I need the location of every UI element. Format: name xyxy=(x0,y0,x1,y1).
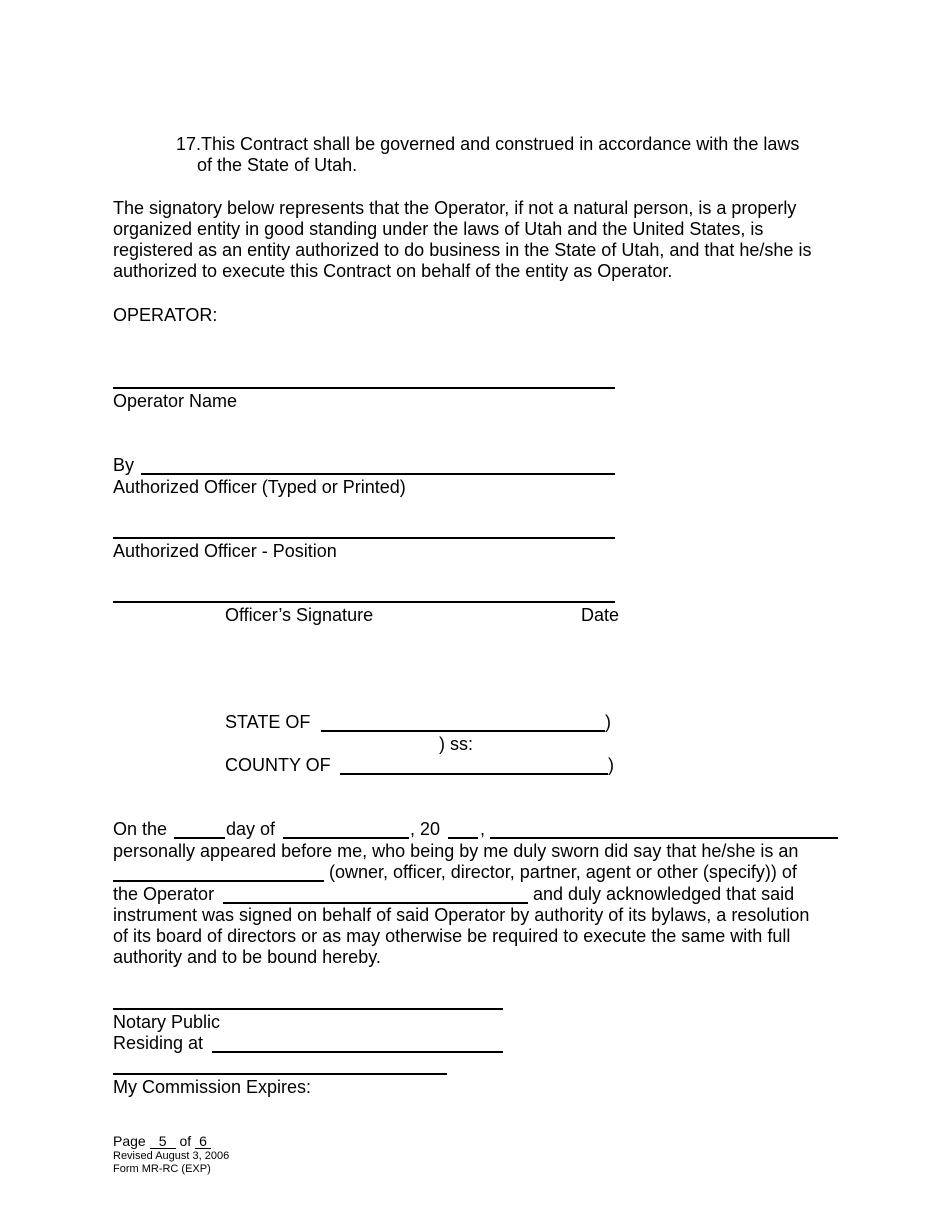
clause-number: 17. xyxy=(176,134,202,154)
officer-name-line[interactable] xyxy=(141,473,615,475)
officer-signature-label: Officer’s Signature xyxy=(225,605,374,625)
signatory-line-4: authorized to execute this Contract on behalf of the entity as Operator. xyxy=(113,261,673,281)
month-line[interactable] xyxy=(283,837,409,839)
date-label: Date xyxy=(581,605,620,625)
capacity-line[interactable] xyxy=(113,880,324,882)
year-line[interactable] xyxy=(448,837,478,839)
state-of-label: STATE OF xyxy=(225,712,311,732)
comma-label: , xyxy=(480,819,486,839)
notary-line-7: authority and to be bound hereby. xyxy=(113,947,381,967)
page-current: 5 xyxy=(150,1134,176,1149)
operator-label: the Operator xyxy=(113,884,215,904)
page-label: Page xyxy=(113,1133,146,1149)
officer-position-label: Authorized Officer - Position xyxy=(113,541,337,561)
notary-line-4: and duly acknowledged that said xyxy=(533,884,795,904)
state-of-line[interactable] xyxy=(321,730,605,732)
signatory-line-2: organized entity in good standing under the laws of Utah and the United States, is xyxy=(113,219,764,239)
operator-heading: OPERATOR: xyxy=(113,305,218,325)
form-id: Form MR-RC (EXP) xyxy=(113,1163,211,1175)
county-paren: ) xyxy=(608,755,614,775)
day-line[interactable] xyxy=(174,837,225,839)
signatory-line-1: The signatory below represents that the Operator, if not a natural person, is a properly xyxy=(113,198,797,218)
county-of-line[interactable] xyxy=(340,773,608,775)
notary-signature-line[interactable] xyxy=(113,1008,503,1010)
revised-date: Revised August 3, 2006 xyxy=(113,1150,230,1162)
page-total: 6 xyxy=(195,1134,211,1149)
notary-line-3: (owner, officer, director, partner, agent or other (specify)) of xyxy=(329,862,797,882)
state-paren: ) xyxy=(605,712,611,732)
comma-20-label: , 20 xyxy=(410,819,441,839)
day-of-label: day of xyxy=(226,819,276,839)
notary-line-5: instrument was signed on behalf of said Operator by authority of its bylaws, a resolution xyxy=(113,905,810,925)
county-of-label: COUNTY OF xyxy=(225,755,331,775)
commission-expires-label: My Commission Expires: xyxy=(113,1077,312,1097)
signatory-line-3: registered as an entity authorized to do business in the State of Utah, and that he/she is xyxy=(113,240,812,260)
residing-at-label: Residing at xyxy=(113,1033,204,1053)
by-label: By xyxy=(113,455,135,475)
clause-17-line-1: This Contract shall be governed and construed in accordance with the laws xyxy=(201,134,800,154)
operator-name-line[interactable] xyxy=(113,387,615,389)
on-the-label: On the xyxy=(113,819,168,839)
commission-expires-line[interactable] xyxy=(113,1073,447,1075)
of-label: of xyxy=(179,1133,192,1149)
notary-line-2: personally appeared before me, who being by me duly sworn did say that he/she is an xyxy=(113,841,799,861)
ss-label: ) ss: xyxy=(439,734,473,754)
officer-position-line[interactable] xyxy=(113,537,615,539)
clause-17-line-2: of the State of Utah. xyxy=(197,155,358,175)
officer-signature-line[interactable] xyxy=(113,601,615,603)
residing-at-line[interactable] xyxy=(212,1051,503,1053)
notary-public-label: Notary Public xyxy=(113,1012,221,1032)
appearing-person-line[interactable] xyxy=(490,837,838,839)
notary-line-6: of its board of directors or as may otherwise be required to execute the same with full xyxy=(113,926,791,946)
operator-entity-line[interactable] xyxy=(223,902,528,904)
page-indicator xyxy=(113,1133,211,1149)
officer-printed-label: Authorized Officer (Typed or Printed) xyxy=(113,477,406,497)
operator-name-label: Operator Name xyxy=(113,391,238,411)
